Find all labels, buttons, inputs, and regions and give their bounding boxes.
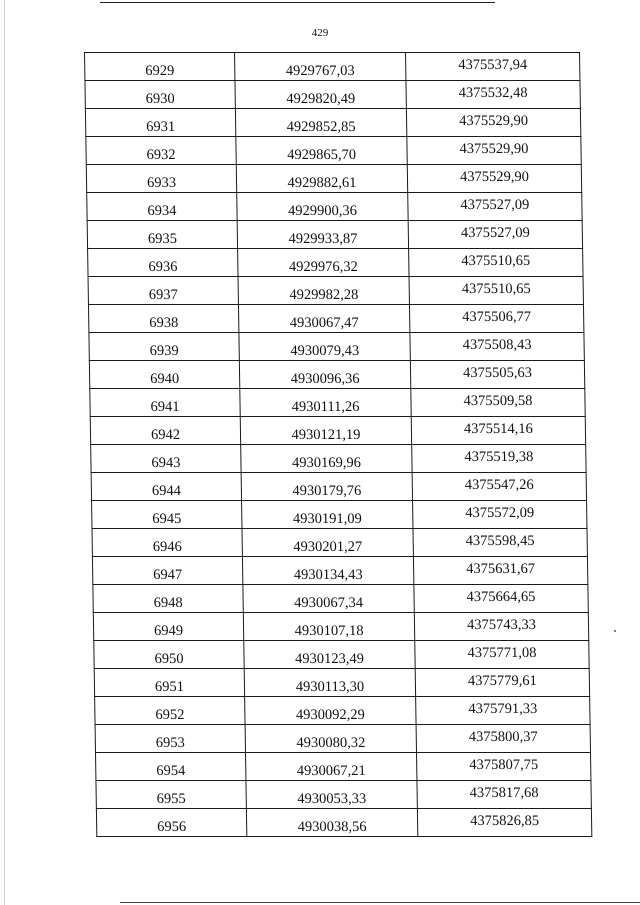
point-number-cell [86, 165, 236, 193]
point-number-cell [96, 781, 246, 809]
cell-value: 6934 [147, 202, 177, 219]
point-number-cell [93, 585, 243, 613]
cell-value: 4929852,85 [286, 118, 356, 135]
cell-value: 6953 [155, 734, 185, 751]
y-coordinate-cell [411, 389, 585, 417]
y-coordinate-cell [412, 445, 586, 473]
table-row [96, 753, 591, 781]
table-row [87, 221, 582, 249]
cell-value: 4930038,56 [297, 818, 367, 835]
cell-value: 4375791,33 [468, 700, 538, 717]
cell-value: 4930179,76 [292, 482, 362, 499]
cell-value: 4930079,43 [290, 342, 360, 359]
cell-value: 4375817,68 [469, 784, 539, 801]
y-coordinate-cell [406, 53, 580, 81]
cell-value: 4930080,32 [296, 734, 366, 751]
point-number-cell [94, 669, 244, 697]
cell-value: 4930067,21 [296, 762, 366, 779]
x-coordinate-cell [246, 781, 417, 809]
cell-value: 4375572,09 [465, 504, 535, 521]
point-number-cell [87, 221, 237, 249]
point-number-cell [96, 753, 246, 781]
cell-value: 6937 [148, 286, 178, 303]
cell-value: 4375826,85 [470, 812, 540, 829]
x-coordinate-cell [242, 529, 413, 557]
point-number-cell [85, 81, 235, 109]
coordinates-table-body [85, 53, 592, 837]
x-coordinate-cell [239, 361, 410, 389]
cell-value: 4929820,49 [286, 90, 356, 107]
cell-value: 4930113,30 [295, 678, 365, 695]
cell-value: 4930111,26 [291, 398, 360, 415]
table-row [96, 809, 591, 837]
cell-value: 4375527,09 [460, 224, 530, 241]
cell-value: 6933 [146, 174, 177, 191]
cell-value: 4930134,43 [293, 566, 363, 583]
cell-value: 4375547,26 [464, 476, 534, 493]
cell-value: 4930123,49 [294, 650, 365, 667]
cell-value: 4375529,90 [459, 140, 529, 157]
point-number-cell [86, 137, 236, 165]
cell-value: 6951 [154, 678, 185, 695]
cell-value: 6929 [145, 62, 175, 79]
y-coordinate-cell [409, 305, 583, 333]
point-number-cell [92, 501, 242, 529]
cell-value: 4375529,90 [459, 112, 529, 129]
table-row [92, 501, 587, 529]
cell-value: 6938 [149, 314, 179, 331]
x-coordinate-cell [246, 753, 417, 781]
top-rule [100, 2, 495, 3]
y-coordinate-cell [413, 529, 587, 557]
point-number-cell [90, 389, 240, 417]
y-coordinate-cell [407, 137, 581, 165]
cell-value: 6948 [153, 594, 183, 611]
y-coordinate-cell [417, 753, 591, 781]
point-number-cell [85, 109, 235, 137]
y-coordinate-cell [414, 613, 588, 641]
table-row [90, 389, 585, 417]
cell-value: 4930107,18 [294, 622, 364, 639]
cell-value: 6943 [151, 454, 181, 471]
cell-value: 4375519,38 [464, 448, 534, 465]
y-coordinate-cell [411, 417, 585, 445]
cell-value: 6954 [156, 762, 186, 779]
cell-value: 6944 [151, 482, 182, 499]
point-number-cell [93, 613, 243, 641]
cell-value: 4375598,45 [465, 532, 535, 549]
x-coordinate-cell [245, 697, 416, 725]
y-coordinate-cell [413, 501, 587, 529]
cell-value: 6946 [152, 538, 182, 555]
cell-value: 4375771,08 [467, 644, 537, 661]
x-coordinate-cell [239, 333, 410, 361]
point-number-cell [95, 725, 245, 753]
cell-value: 4929882,61 [287, 174, 357, 191]
cell-value: 6932 [146, 146, 176, 163]
point-number-cell [87, 193, 237, 221]
x-coordinate-cell [246, 809, 417, 837]
cell-value: 4375537,94 [458, 56, 528, 73]
cell-value: 4375664,65 [466, 588, 536, 605]
cell-value: 6936 [148, 258, 178, 275]
cell-value: 4375779,61 [467, 672, 537, 689]
scan-speck [614, 630, 616, 632]
y-coordinate-cell [410, 361, 584, 389]
x-coordinate-cell [237, 193, 408, 221]
x-coordinate-cell [238, 249, 409, 277]
y-coordinate-cell [415, 669, 589, 697]
table-row [89, 333, 584, 361]
cell-value: 4929900,36 [287, 202, 358, 219]
y-coordinate-cell [406, 109, 580, 137]
cell-value: 4930169,96 [291, 454, 362, 471]
cell-value: 4375807,75 [469, 756, 539, 773]
cell-value: 4930201,27 [293, 538, 363, 555]
scan-edge [4, 0, 5, 905]
x-coordinate-cell [241, 445, 412, 473]
y-coordinate-cell [406, 81, 580, 109]
cell-value: 4930053,33 [297, 790, 367, 807]
y-coordinate-cell [417, 809, 591, 837]
x-coordinate-cell [240, 417, 411, 445]
cell-value: 4930067,47 [289, 314, 359, 331]
cell-value: 4375532,48 [458, 84, 528, 101]
cell-value: 4929933,87 [288, 230, 358, 247]
point-number-cell [90, 417, 240, 445]
x-coordinate-cell [237, 221, 408, 249]
y-coordinate-cell [416, 697, 590, 725]
x-coordinate-cell [245, 725, 416, 753]
cell-value: 4375800,37 [468, 728, 538, 745]
x-coordinate-cell [235, 53, 406, 81]
cell-value: 4930121,19 [291, 426, 361, 443]
point-number-cell [89, 361, 239, 389]
table-row [91, 473, 586, 501]
x-coordinate-cell [238, 277, 409, 305]
point-number-cell [95, 697, 245, 725]
coordinates-table-container [84, 52, 592, 837]
table-row [90, 417, 585, 445]
point-number-cell [89, 333, 239, 361]
table-row [88, 305, 583, 333]
cell-value: 6930 [145, 90, 175, 107]
x-coordinate-cell [240, 389, 411, 417]
table-row [85, 53, 580, 81]
page-number: 429 [311, 27, 329, 39]
point-number-cell [88, 249, 238, 277]
x-coordinate-cell [243, 585, 414, 613]
point-number-cell [94, 641, 244, 669]
cell-value: 6940 [150, 370, 180, 387]
cell-value: 4375508,43 [462, 336, 532, 353]
x-coordinate-cell [242, 557, 413, 585]
point-number-cell [88, 305, 238, 333]
cell-value: 4929982,28 [289, 286, 359, 303]
table-row [88, 249, 583, 277]
cell-value: 4375743,33 [466, 616, 537, 633]
cell-value: 4929865,70 [287, 146, 357, 163]
y-coordinate-cell [412, 473, 586, 501]
table-row [95, 725, 590, 753]
point-number-cell [91, 445, 241, 473]
y-coordinate-cell [416, 725, 590, 753]
x-coordinate-cell [236, 137, 407, 165]
table-row [94, 669, 589, 697]
table-row [86, 165, 581, 193]
y-coordinate-cell [413, 557, 587, 585]
y-coordinate-cell [409, 249, 583, 277]
y-coordinate-cell [414, 585, 588, 613]
point-number-cell [92, 557, 242, 585]
cell-value: 6956 [157, 818, 187, 835]
y-coordinate-cell [410, 333, 584, 361]
table-row [94, 641, 589, 669]
cell-value: 4375514,16 [463, 420, 533, 437]
cell-value: 6939 [149, 342, 179, 359]
cell-value: 6949 [153, 622, 184, 639]
y-coordinate-cell [408, 193, 582, 221]
cell-value: 6935 [147, 230, 178, 247]
y-coordinate-cell [417, 781, 591, 809]
table-row [89, 361, 584, 389]
cell-value: 4375510,65 [461, 252, 531, 269]
y-coordinate-cell [407, 165, 581, 193]
cell-value: 4375529,90 [459, 168, 530, 185]
cell-value: 4375631,67 [466, 560, 536, 577]
cell-value: 4375527,09 [460, 196, 530, 213]
cell-value: 4375505,63 [462, 364, 533, 381]
y-coordinate-cell [409, 277, 583, 305]
bottom-rule [120, 902, 640, 903]
table-row [87, 193, 582, 221]
cell-value: 4930067,34 [294, 594, 364, 611]
table-row [93, 585, 588, 613]
cell-value: 4929976,32 [288, 258, 358, 275]
table-row [95, 697, 590, 725]
table-row [96, 781, 591, 809]
x-coordinate-cell [235, 81, 406, 109]
x-coordinate-cell [235, 109, 406, 137]
x-coordinate-cell [241, 473, 412, 501]
y-coordinate-cell [415, 641, 589, 669]
cell-value: 4930092,29 [295, 706, 365, 723]
x-coordinate-cell [238, 305, 409, 333]
cell-value: 4930096,36 [290, 370, 360, 387]
coordinates-table [84, 52, 592, 837]
table-row [92, 557, 587, 585]
point-number-cell [91, 473, 241, 501]
cell-value: 4375506,77 [462, 308, 532, 325]
cell-value: 6950 [154, 650, 184, 667]
cell-value: 4929767,03 [285, 62, 355, 79]
x-coordinate-cell [244, 641, 415, 669]
cell-value: 6941 [150, 398, 180, 415]
table-row [85, 81, 580, 109]
table-row [86, 137, 581, 165]
cell-value: 4375509,58 [463, 392, 533, 409]
cell-value: 4930191,09 [292, 510, 362, 527]
table-row [85, 109, 580, 137]
y-coordinate-cell [408, 221, 582, 249]
cell-value: 6931 [146, 118, 176, 135]
cell-value: 6945 [152, 510, 182, 527]
cell-value: 6955 [156, 790, 186, 807]
cell-value: 6942 [150, 426, 181, 443]
x-coordinate-cell [244, 669, 415, 697]
cell-value: 6947 [153, 566, 183, 583]
x-coordinate-cell [242, 501, 413, 529]
table-row [92, 529, 587, 557]
cell-value: 4375510,65 [461, 280, 531, 297]
table-row [93, 613, 588, 641]
x-coordinate-cell [236, 165, 407, 193]
table-row [88, 277, 583, 305]
cell-value: 6952 [155, 706, 185, 723]
x-coordinate-cell [243, 613, 414, 641]
point-number-cell [85, 53, 235, 81]
point-number-cell [96, 809, 246, 837]
point-number-cell [92, 529, 242, 557]
table-row [91, 445, 586, 473]
point-number-cell [88, 277, 238, 305]
